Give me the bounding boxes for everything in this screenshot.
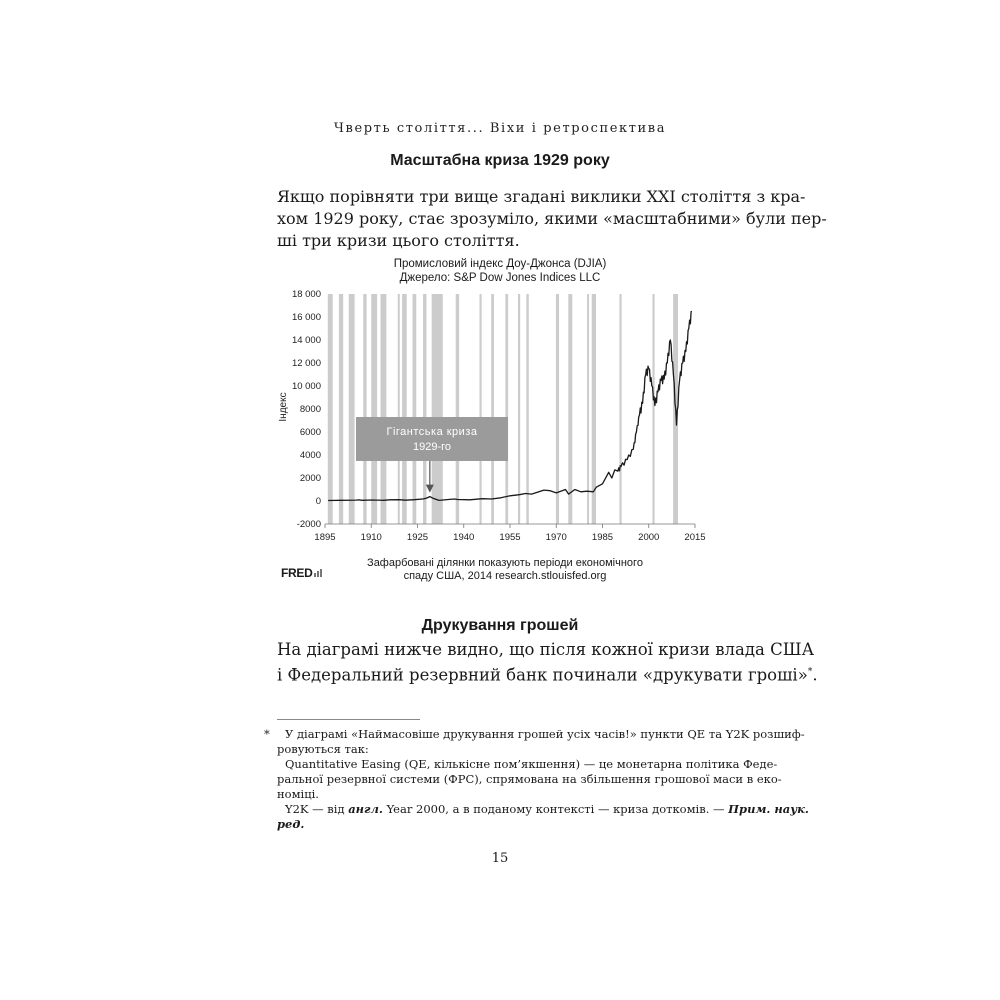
recession-band xyxy=(456,294,459,524)
paragraph-text: і Федеральний резервний банк починали «друкувати гроші» xyxy=(277,665,808,685)
recession-band xyxy=(587,294,589,524)
recession-bands xyxy=(328,294,678,524)
recession-band xyxy=(652,294,654,524)
recession-band xyxy=(619,294,621,524)
paragraph-line xyxy=(277,661,818,687)
y-tick-label: 12 000 xyxy=(291,358,321,369)
x-tick-label: 2000 xyxy=(638,532,660,543)
fred-logo-text: FRED xyxy=(281,566,313,580)
chart-caption xyxy=(300,257,700,285)
recession-band xyxy=(328,294,333,524)
annotation-text: Гігантська криза xyxy=(386,426,478,438)
footnote-line: Quantitative Easing (QE, кількісне пом’якшення) — це монетарна політика Феде- xyxy=(285,757,778,771)
recession-band xyxy=(381,294,387,524)
y-tick-label: 14 000 xyxy=(291,335,321,346)
y-tick-label: 4000 xyxy=(299,450,321,461)
chart-note xyxy=(340,557,670,583)
chart-axes xyxy=(325,524,695,528)
recession-band xyxy=(479,294,481,524)
footnote-editor-note: Прим. наук. xyxy=(728,802,809,816)
annotation-text: 1929-го xyxy=(412,441,452,453)
fred-logo xyxy=(281,566,324,580)
paragraph-line: хом 1929 року, стає зрозуміло, якими «масштабними» були пер- xyxy=(277,209,827,228)
y-tick-label: -2000 xyxy=(296,519,321,530)
recession-band xyxy=(371,294,377,524)
y-tick-label: 6000 xyxy=(299,427,321,438)
recession-band xyxy=(363,294,366,524)
section-title-money-printing: Друкування грошей xyxy=(421,617,579,634)
fred-chart-icon xyxy=(314,568,324,577)
x-tick-label: 1895 xyxy=(314,532,336,543)
footnote-marker: * xyxy=(807,667,813,677)
chart-note-line: Зафарбовані ділянки показують періоди економічного xyxy=(367,557,643,569)
recession-band xyxy=(339,294,343,524)
x-tick-label: 1925 xyxy=(406,532,429,543)
y-tick-label: 0 xyxy=(315,496,321,507)
y-tick-label: 8000 xyxy=(299,404,321,415)
footnote-editor-note: ред. xyxy=(277,817,305,831)
footnote-line xyxy=(277,817,702,832)
chart-note-line: спаду США, 2014 research.stlouisfed.org xyxy=(403,570,607,582)
recession-band xyxy=(349,294,355,524)
y-tick-label: 18 000 xyxy=(291,289,321,300)
recession-band xyxy=(526,294,528,524)
x-tick-label: 1985 xyxy=(591,532,614,543)
y-tick-label: 10 000 xyxy=(291,381,321,392)
footnote-text: Year 2000, а в поданому контексті — криза доткомів. — xyxy=(382,802,729,816)
footnote-line: ральної резервної системи (ФРС), спрямована на збільшення грошової маси в еко- xyxy=(277,772,782,786)
recession-band xyxy=(413,294,417,524)
recession-band xyxy=(556,294,559,524)
x-tick-label: 2015 xyxy=(684,532,706,543)
y-tick-label: 16 000 xyxy=(291,312,321,323)
y-tick-label: 2000 xyxy=(299,473,321,484)
recession-band xyxy=(518,294,520,524)
djia-chart xyxy=(270,284,710,546)
recession-band xyxy=(491,294,494,524)
footnote-marker: * xyxy=(264,727,270,741)
footnote-line: номіці. xyxy=(277,787,319,801)
x-tick-label: 1955 xyxy=(499,532,521,543)
paragraph-crisis-1929 xyxy=(277,186,827,252)
paragraph-line: ші три кризи цього століття. xyxy=(277,231,520,250)
recession-band xyxy=(423,294,426,524)
recession-band xyxy=(398,294,400,524)
paragraph-period: . xyxy=(812,665,818,685)
paragraph-money-printing xyxy=(277,639,818,687)
recession-band xyxy=(402,294,407,524)
recession-band xyxy=(568,294,572,524)
recession-band xyxy=(505,294,508,524)
footnote-line: ровуються так: xyxy=(277,742,369,756)
footnote xyxy=(264,727,809,832)
footnote-line: У діаграмі «Наймасовіше друкування грошей усіх часів!» пункти QE та Y2K розшиф- xyxy=(285,727,805,741)
running-head: Чверть століття... Віхи і ретроспектива xyxy=(333,121,667,136)
x-tick-label: 1940 xyxy=(453,532,475,543)
footnote-divider xyxy=(277,719,420,720)
footnote-line xyxy=(277,802,809,817)
paragraph-line: На діаграмі нижче видно, що після кожної кризи влада США xyxy=(277,640,815,659)
chart-subtitle: Джерело: S&P Dow Jones Indices LLC xyxy=(399,272,601,284)
footnote-emphasis: англ. xyxy=(348,802,383,816)
y-axis-label: Індекс xyxy=(278,392,289,422)
x-tick-label: 1970 xyxy=(545,532,567,543)
annotation-box xyxy=(356,417,508,461)
recession-band xyxy=(432,294,443,524)
x-tick-label: 1910 xyxy=(360,532,382,543)
chart-title: Промисловий індекс Доу-Джонса (DJIA) xyxy=(393,258,607,270)
page-number: 15 xyxy=(491,851,509,866)
footnote-text: Y2K — від xyxy=(285,802,349,816)
section-title-crisis-1929: Масштабна криза 1929 року xyxy=(390,152,610,169)
paragraph-line: Якщо порівняти три вище згадані виклики XXI століття з кра- xyxy=(277,187,806,206)
